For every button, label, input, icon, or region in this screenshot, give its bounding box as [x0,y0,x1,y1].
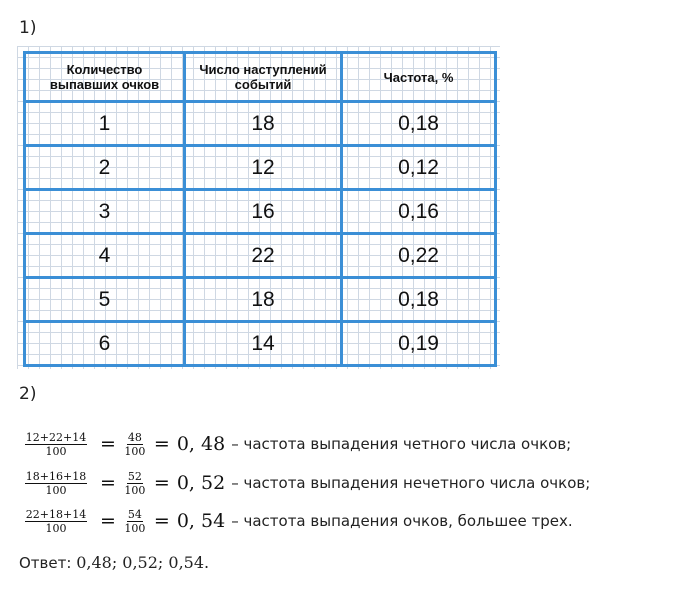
cell-points: 6 [25,322,185,366]
simplified-denominator: 100 [124,444,146,458]
cell-occurrences: 18 [185,278,342,322]
cell-occurrences: 14 [185,322,342,366]
formula-result: 0, 52 [176,472,226,494]
table-header-row [25,53,496,102]
header-occurrences [185,53,342,102]
cell-occurrences: 12 [185,146,342,190]
header-occurrences-line1: Число наступлений [199,62,327,77]
answer-value: 0,48; 0,52; 0,54. [76,553,210,572]
table-row [25,278,496,322]
simplified-fraction [123,470,147,497]
sum-fraction [19,431,93,458]
cell-points: 4 [25,234,185,278]
cell-frequency: 0,16 [342,190,496,234]
cell-frequency: 0,19 [342,322,496,366]
equals-sign: = [100,433,116,455]
cell-occurrences: 16 [185,190,342,234]
sum-fraction [19,470,93,497]
equals-sign: = [153,472,170,494]
table-row [25,322,496,366]
cell-occurrences: 18 [185,102,342,146]
sum-fraction [19,508,93,535]
equals-sign: = [153,433,170,455]
header-points-line2: выпавших очков [49,77,160,92]
cell-frequency: 0,18 [342,278,496,322]
frequency-table-area [17,46,500,369]
formula-result: 0, 54 [176,510,226,532]
sum-denominator: 100 [45,521,67,535]
simplified-denominator: 100 [124,483,146,497]
sum-numerator: 18+16+18 [25,469,87,483]
formula-description: – частота выпадения нечетного числа очков; [231,474,591,492]
header-frequency-line1: Частота, % [383,69,454,85]
simplified-numerator: 48 [127,430,142,444]
table-row [25,102,496,146]
answer-label: Ответ: [19,554,72,572]
header-frequency [342,53,496,102]
cell-frequency: 0,18 [342,102,496,146]
part-2-label: 2) [19,384,37,404]
table-row [25,146,496,190]
cell-points: 5 [25,278,185,322]
formula-result: 0, 48 [176,433,226,455]
simplified-fraction [123,431,147,458]
header-points [25,53,185,102]
answer-line [19,553,209,572]
sum-denominator: 100 [45,444,67,458]
cell-points: 2 [25,146,185,190]
table-row [25,190,496,234]
cell-frequency: 0,22 [342,234,496,278]
header-occurrences-line2: событий [234,77,292,92]
sum-denominator: 100 [45,483,67,497]
formula-description: – частота выпадения очков, большее трех. [231,512,573,530]
cell-points: 1 [25,102,185,146]
equals-sign: = [153,510,170,532]
sum-numerator: 22+18+14 [25,507,87,521]
simplified-denominator: 100 [124,521,146,535]
table-row [25,234,496,278]
formula-description: – частота выпадения четного числа очков; [231,435,572,453]
simplified-numerator: 52 [127,469,142,483]
simplified-fraction [123,508,147,535]
equals-sign: = [100,510,116,532]
header-points-line1: Количество [66,62,143,77]
formula-even [19,428,571,460]
cell-frequency: 0,12 [342,146,496,190]
cell-points: 3 [25,190,185,234]
part-1-label: 1) [19,18,37,38]
frequency-table [23,51,497,367]
equals-sign: = [100,472,116,494]
formula-greater-than-three [19,505,573,537]
formula-odd [19,467,590,499]
sum-numerator: 12+22+14 [25,430,87,444]
simplified-numerator: 54 [127,507,142,521]
cell-occurrences: 22 [185,234,342,278]
